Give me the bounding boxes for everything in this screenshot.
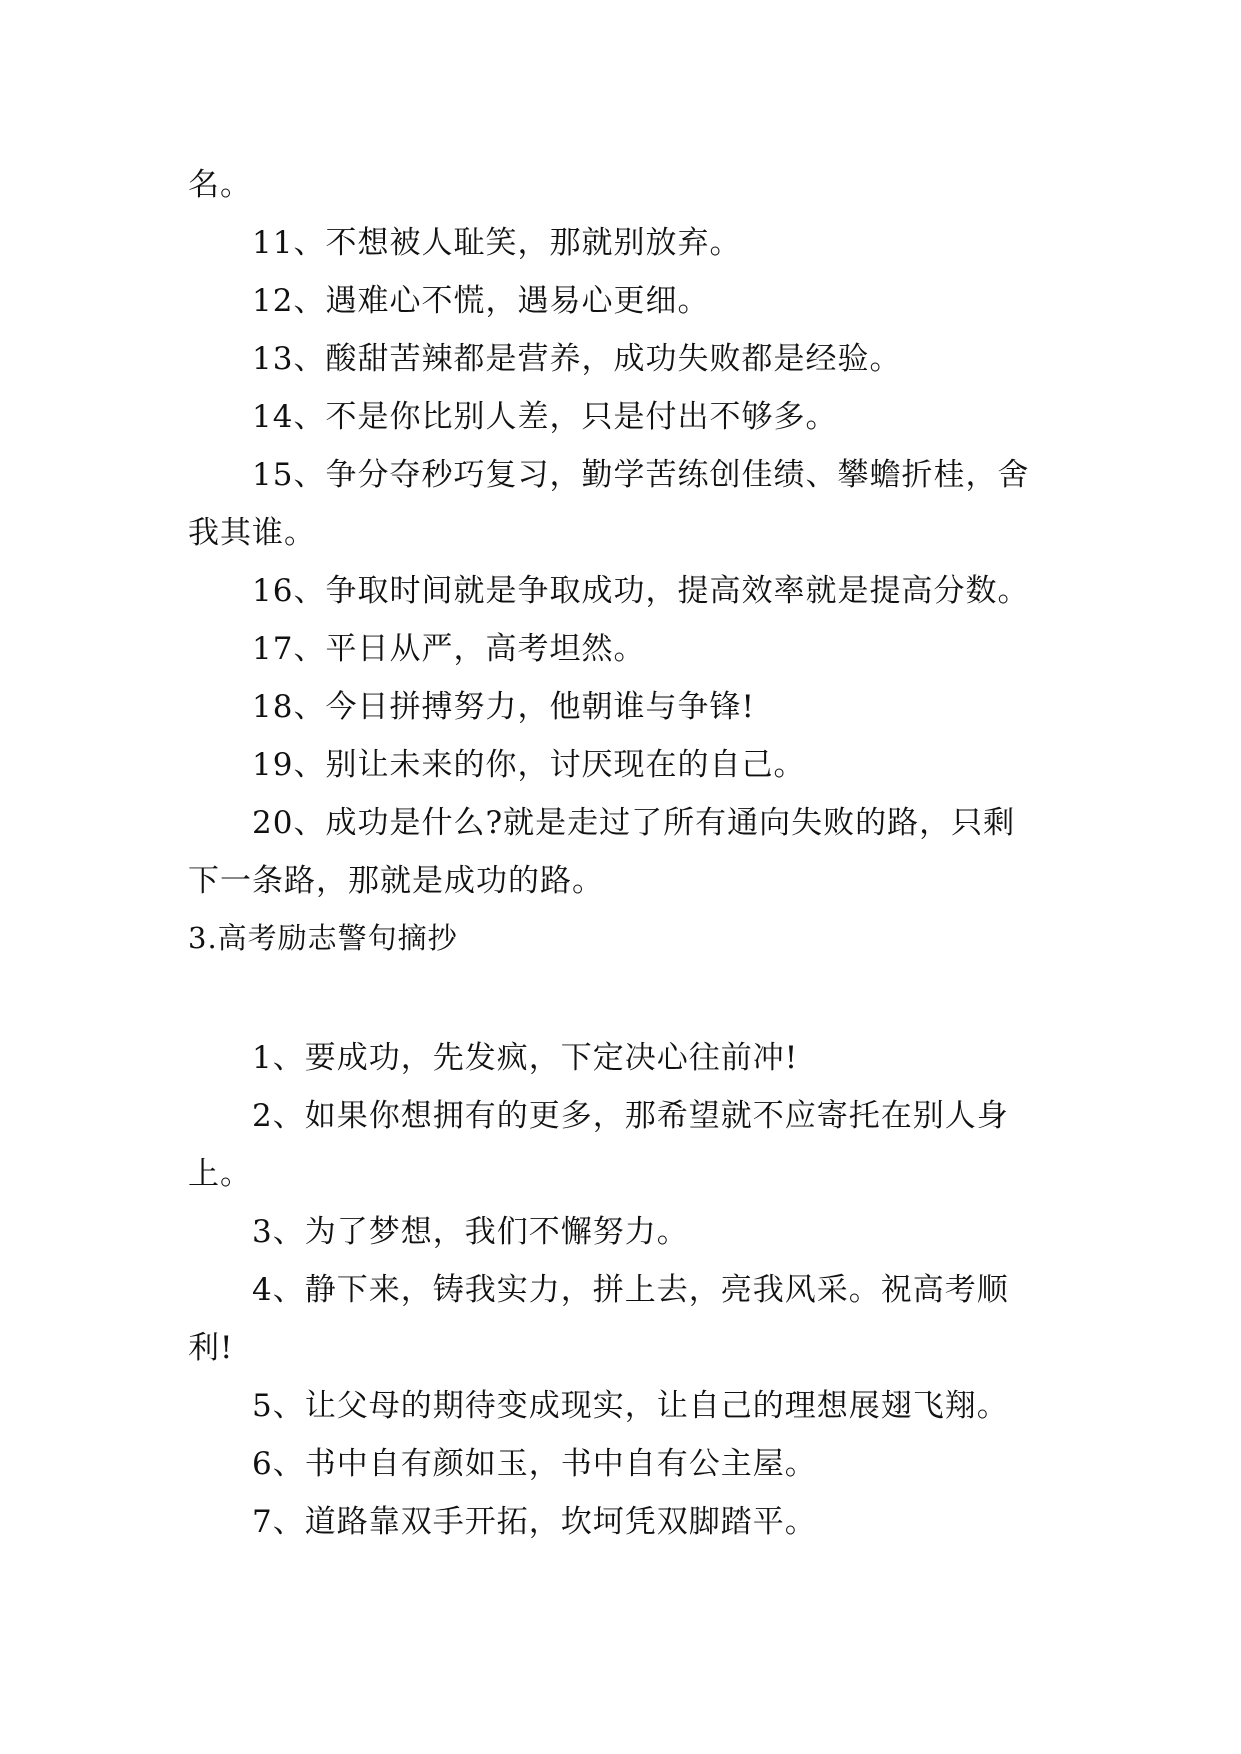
list-item: 7、道路靠双手开拓，坎坷凭双脚踏平。 [252, 1504, 817, 1540]
list-item: 5、让父母的期待变成现实，让自己的理想展翅飞翔。 [252, 1388, 1009, 1424]
list-item: 2、如果你想拥有的更多，那希望就不应寄托在别人身 [252, 1098, 1009, 1134]
list-item: 18、今日拼搏努力，他朝谁与争锋! [252, 689, 755, 725]
list-item: 17、平日从严，高考坦然。 [252, 631, 646, 667]
text-line: 利! [188, 1330, 234, 1366]
list-item: 1、要成功，先发疯，下定决心往前冲! [252, 1040, 799, 1076]
list-item: 14、不是你比别人差，只是付出不够多。 [252, 399, 838, 435]
list-item: 20、成功是什么?就是走过了所有通向失败的路，只剩 [252, 805, 1016, 841]
list-item: 4、静下来，铸我实力，拼上去，亮我风采。祝高考顺 [252, 1272, 1009, 1308]
section-heading: 3.高考励志警句摘抄 [188, 921, 458, 955]
text-line: 上。 [188, 1156, 252, 1192]
list-item: 12、遇难心不慌，遇易心更细。 [252, 283, 710, 319]
list-item: 6、书中自有颜如玉，书中自有公主屋。 [252, 1446, 817, 1482]
list-item: 19、别让未来的你，讨厌现在的自己。 [252, 747, 806, 783]
list-item: 15、争分夺秒巧复习，勤学苦练创佳绩、攀蟾折桂，舍 [252, 457, 1030, 493]
list-item: 11、不想被人耻笑，那就别放弃。 [252, 225, 742, 261]
list-item: 16、争取时间就是争取成功，提高效率就是提高分数。 [252, 573, 1030, 609]
list-item: 3、为了梦想，我们不懈努力。 [252, 1214, 689, 1250]
text-line: 下一条路，那就是成功的路。 [188, 863, 604, 899]
list-item: 13、酸甜苦辣都是营养，成功失败都是经验。 [252, 341, 902, 377]
text-line: 名。 [188, 167, 252, 203]
text-line: 我其谁。 [188, 515, 316, 551]
